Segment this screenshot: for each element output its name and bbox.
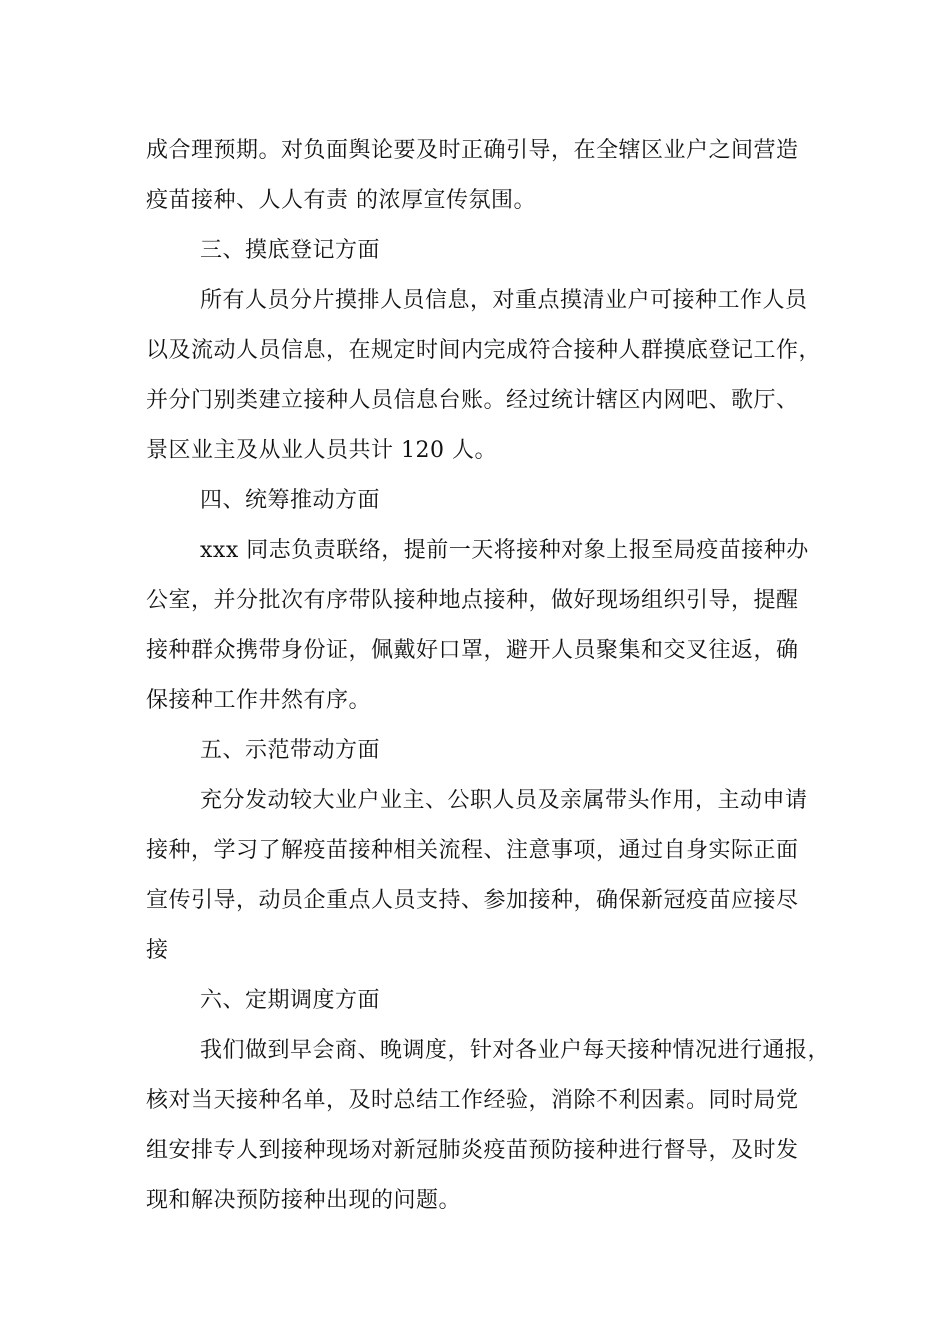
paragraph-line: 现和解决预防接种出现的问题。 (146, 1188, 462, 1213)
paragraph-line: 保接种工作井然有序。 (146, 688, 372, 713)
paragraph-line: 并分门别类建立接种人员信息台账。经过统计辖区内网吧、歌厅、 (146, 388, 799, 413)
paragraph-line: 公室，并分批次有序带队接种地点接种，做好现场组织引导，提醒 (146, 588, 799, 613)
paragraph-line: 成合理预期。对负面舆论要及时正确引导，在全辖区业户之间营造 (146, 138, 799, 163)
paragraph-line: 疫苗接种、人人有责 的浓厚宣传氛围。 (146, 188, 536, 213)
paragraph-line: 接种，学习了解疫苗接种相关流程、注意事项，通过自身实际正面 (146, 838, 799, 863)
paragraph-line: 我们做到早会商、晚调度，针对各业户每天接种情况进行通报， (200, 1038, 831, 1063)
paragraph-line: 所有人员分片摸排人员信息，对重点摸清业户可接种工作人员 (200, 288, 808, 313)
paragraph-line: 接 (146, 938, 169, 963)
paragraph-line: 核对当天接种名单，及时总结工作经验，消除不利因素。同时局党 (146, 1088, 799, 1113)
section-heading: 三、摸底登记方面 (200, 238, 381, 263)
paragraph-line: xxx 同志负责联络，提前一天将接种对象上报至局疫苗接种办 (200, 538, 809, 563)
section-heading: 四、统筹推动方面 (200, 488, 381, 513)
paragraph-line: 组安排专人到接种现场对新冠肺炎疫苗预防接种进行督导，及时发 (146, 1138, 799, 1163)
section-heading: 五、示范带动方面 (200, 738, 381, 763)
paragraph-line: 以及流动人员信息，在规定时间内完成符合接种人群摸底登记工作， (146, 338, 822, 363)
section-heading: 六、定期调度方面 (200, 988, 381, 1013)
paragraph-line: 接种群众携带身份证，佩戴好口罩，避开人员聚集和交叉往返，确 (146, 638, 799, 663)
paragraph-line: 景区业主及从业人员共计 120 人。 (146, 438, 497, 463)
paragraph-line: 宣传引导，动员企重点人员支持、参加接种，确保新冠疫苗应接尽 (146, 888, 799, 913)
paragraph-line: 充分发动较大业户业主、公职人员及亲属带头作用，主动申请 (200, 788, 808, 813)
